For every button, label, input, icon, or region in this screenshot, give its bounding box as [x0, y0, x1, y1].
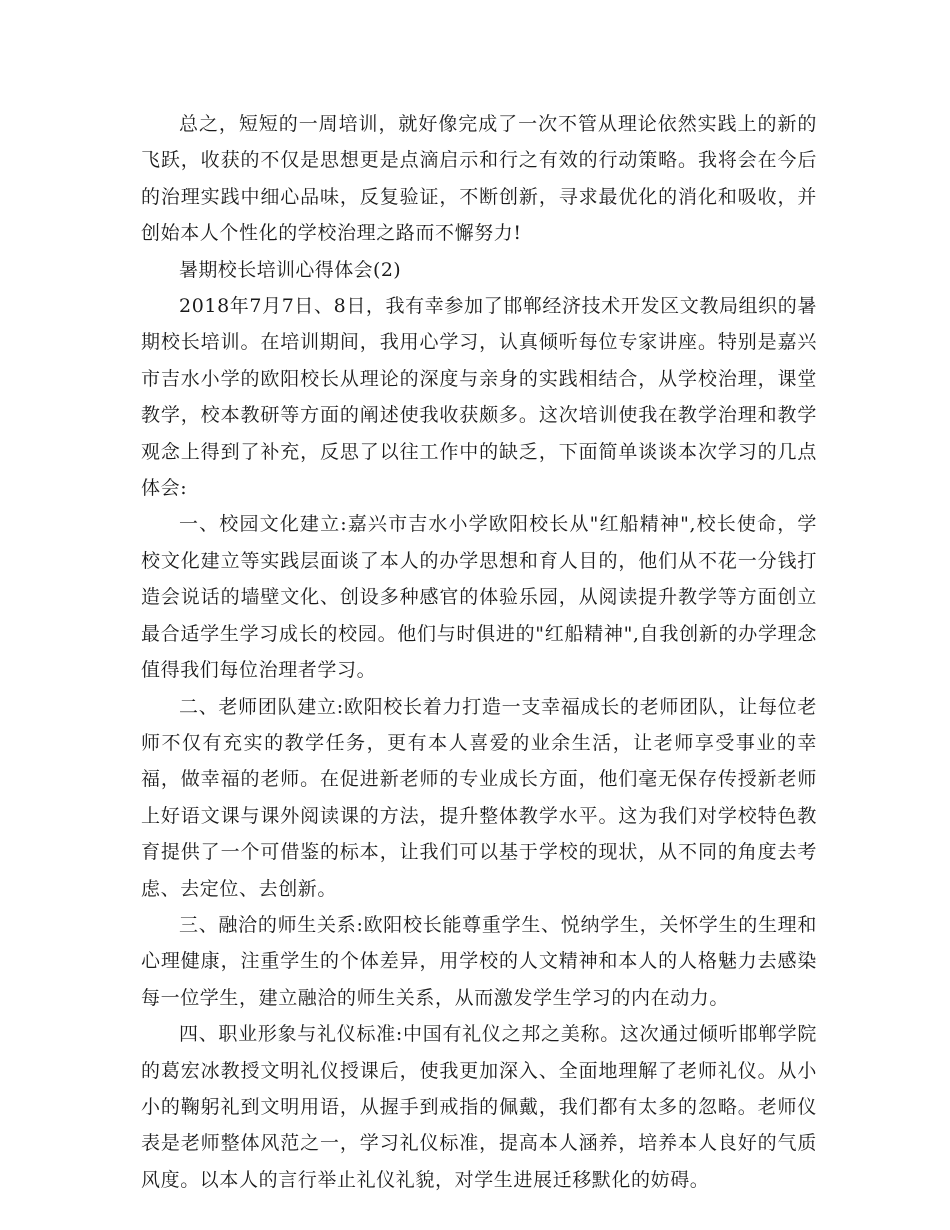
paragraph-conclusion: 总之，短短的一周培训，就好像完成了一次不管从理论依然实践上的新的飞跃，收获的不仅是思想更是点滴启示和行之有效的行动策略。我将会在今后的治理实践中细心品味，反复验证，不断创新，寻求最优化的消化和吸收，并创始本人个性化的学校治理之路而不懈努力! [141, 113, 817, 245]
paragraph-intro: 2018年7月7日、8日，我有幸参加了邯郸经济技术开发区文教局组织的暑期校长培训。在培训期间，我用心学习，认真倾听每位专家讲座。特别是嘉兴市吉水小学的欧阳校长从理论的深度与亲身的实践相结合，从学校治理，课堂教学，校本教研等方面的阐述使我收获颇多。这次培训使我在教学治理和教学观念上得到了补充，反思了以往工作中的缺乏，下面简单谈谈本次学习的几点体会: [141, 295, 817, 500]
document-body [141, 106, 817, 1198]
paragraph-etiquette: 四、职业形象与礼仪标准:中国有礼仪之邦之美称。这次通过倾听邯郸学院的葛宏冰教授文明礼仪授课后，使我更加深入、全面地理解了老师礼仪。从小小的鞠躬礼到文明用语，从握手到戒指的佩戴，我们都有太多的忽略。老师仪表是老师整体风范之一，学习礼仪标准，提高本人涵养，培养本人良好的气质风度。以本人的言行举止礼仪礼貌，对学生进展迁移默化的妨碍。 [141, 1023, 817, 1191]
paragraph-teacher-student-relations: 三、融洽的师生关系:欧阳校长能尊重学生、悦纳学生，关怀学生的生理和心理健康，注重学生的个体差异，用学校的人文精神和本人的人格魅力去感染每一位学生，建立融洽的师生关系，从而激发学生学习的内在动力。 [141, 913, 817, 1009]
paragraph-teacher-team: 二、老师团队建立:欧阳校长着力打造一支幸福成长的老师团队，让每位老师不仅有充实的教学任务，更有本人喜爱的业余生活，让老师享受事业的幸福，做幸福的老师。在促进新老师的专业成长方面，他们毫无保存传授新老师上好语文课与课外阅读课的方法，提升整体教学水平。这为我们对学校特色教育提供了一个可借鉴的标本，让我们可以基于学校的现状，从不同的角度去考虑、去定位、去创新。 [141, 695, 817, 900]
section-heading: 暑期校长培训心得体会(2) [179, 258, 402, 281]
paragraph-campus-culture: 一、校园文化建立:嘉兴市吉水小学欧阳校长从"红船精神",校长使命，学校文化建立等实践层面谈了本人的办学思想和育人目的，他们从不花一分钱打造会说话的墙壁文化、创设多种感官的体验乐园，从阅读提升教学等方面创立最合适学生学习成长的校园。他们与时俱进的"红船精神",自我创新的办学理念值得我们每位治理者学习。 [141, 513, 817, 682]
